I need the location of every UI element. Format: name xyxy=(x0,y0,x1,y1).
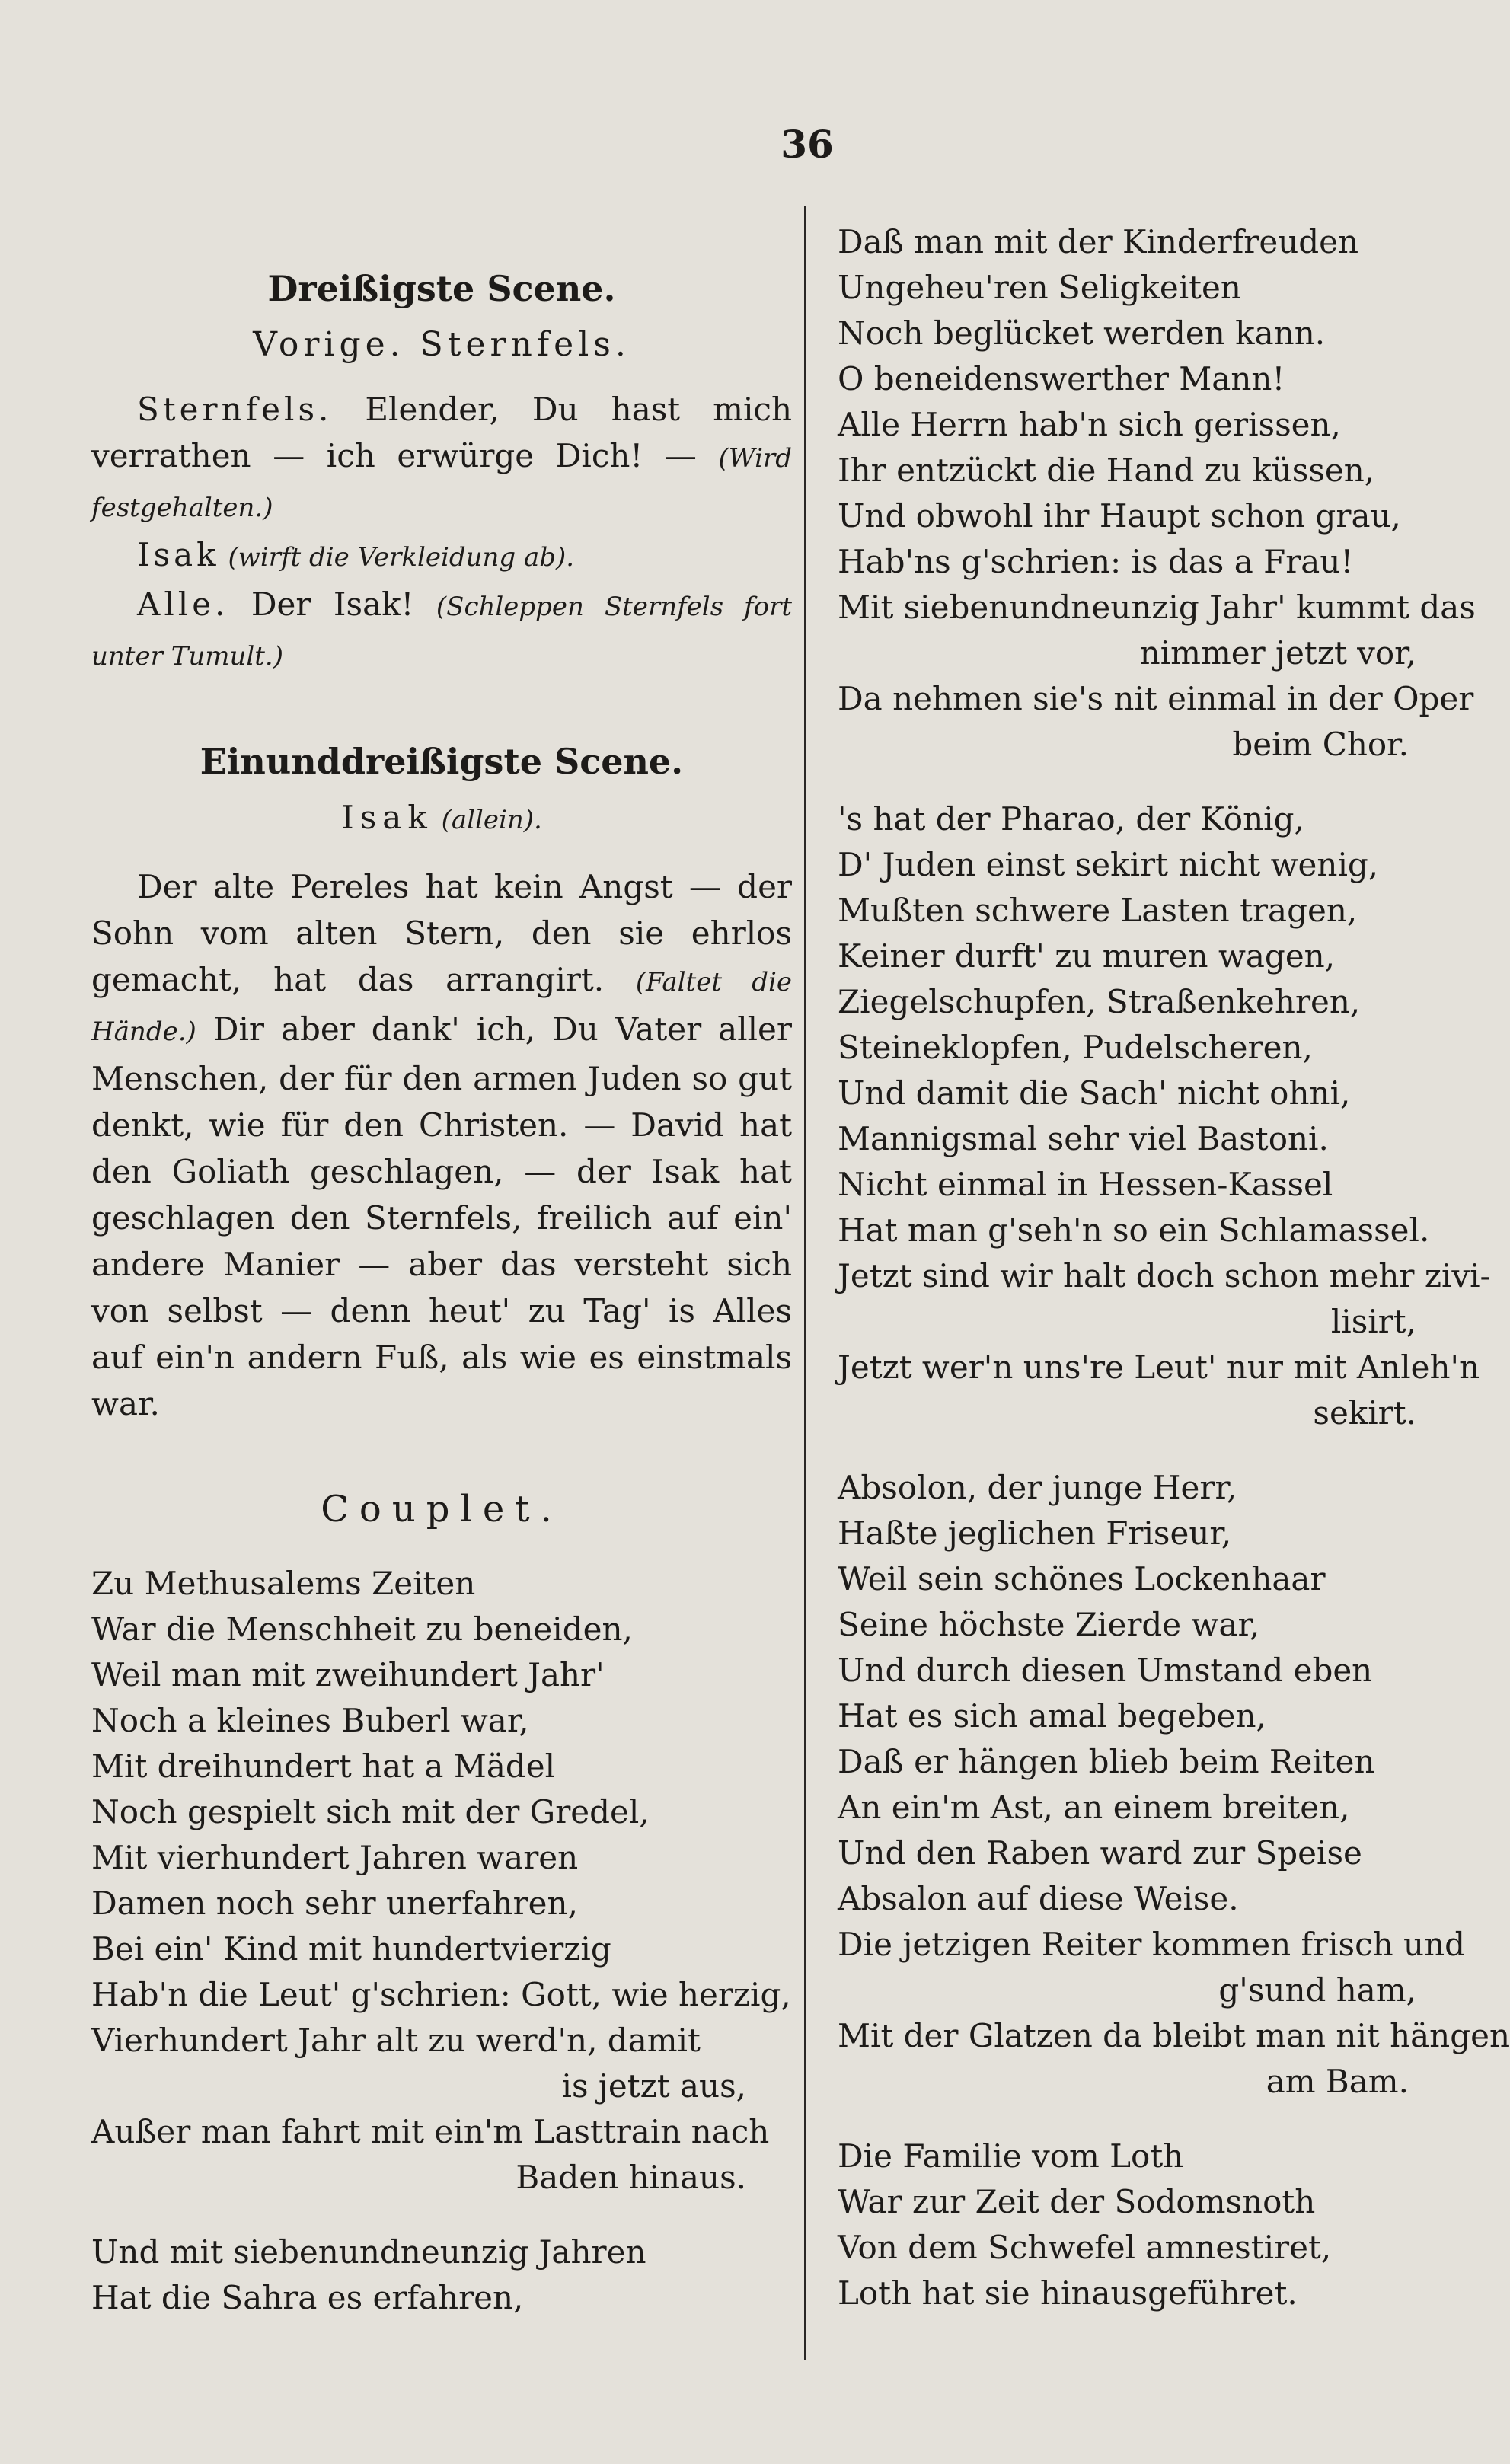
verse-line: Mit siebenundneunzig Jahr' kummt das xyxy=(838,589,1476,626)
speaker-name: Isak xyxy=(137,535,220,573)
verse-line: Ungeheu'ren Seligkeiten xyxy=(838,269,1241,306)
verse-line-continuation: sekirt. xyxy=(1313,1394,1416,1431)
verse-line: Loth hat sie hinausgeführet. xyxy=(838,2274,1298,2312)
verse-line: Mußten schwere Lasten tragen, xyxy=(838,892,1358,929)
speaker-name: Alle. xyxy=(137,585,229,623)
verse-line: Vierhundert Jahr alt zu werd'n, damit xyxy=(91,2021,701,2059)
verse-line-continuation: is jetzt aus, xyxy=(561,2067,746,2105)
verse-line-continuation: beim Chor. xyxy=(1232,726,1409,763)
verse-line: Mit vierhundert Jahren waren xyxy=(91,1838,579,1876)
verse-line: Noch a kleines Buberl war, xyxy=(91,1701,529,1739)
verse-line: Und den Raben ward zur Speise xyxy=(838,1834,1362,1872)
verse-line: Hat die Sahra es erfahren, xyxy=(91,2278,524,2316)
verse-line: Jetzt wer'n uns're Leut' nur mit Anleh'n xyxy=(838,1348,1480,1386)
verse-line: Weil sein schönes Lockenhaar xyxy=(838,1560,1326,1597)
verse-line: Bei ein' Kind mit hundertvierzig xyxy=(91,1929,611,1968)
verse-line: Keiner durft' zu muren wagen, xyxy=(838,937,1336,975)
verse-block-right-3 xyxy=(838,1465,1510,2105)
verse-line: Und damit die Sach' nicht ohni, xyxy=(838,1074,1351,1112)
verse-line: Und durch diesen Umstand eben xyxy=(838,1652,1373,1689)
verse-line: Hab'n die Leut' g'schrien: Gott, wie herzig, xyxy=(91,1975,791,2013)
verse-line: Noch gespielt sich mit der Gredel, xyxy=(91,1792,650,1830)
scene-30-persons: Vorige. Sternfels. xyxy=(253,324,630,364)
verse-block-right-4 xyxy=(838,2134,1500,2316)
verse-line: Hab'ns g'schrien: is das a Frau! xyxy=(838,543,1354,580)
verse-line: Jetzt sind wir halt doch schon mehr zivi- xyxy=(838,1257,1491,1294)
verse-line: Haßte jeglichen Friseur, xyxy=(838,1514,1232,1552)
verse-line: Daß man mit der Kinderfreuden xyxy=(838,223,1359,260)
verse-line: Nicht einmal in Hessen-Kassel xyxy=(838,1166,1333,1203)
verse-line: Die jetzigen Reiter kommen frisch und xyxy=(838,1926,1466,1963)
verse-block-right-1 xyxy=(838,219,1500,768)
verse-line: Mit dreihundert hat a Mädel xyxy=(91,1747,556,1785)
monologue-isak xyxy=(91,863,792,1427)
verse-line: Weil man mit zweihundert Jahr' xyxy=(91,1655,605,1693)
verse-line: War zur Zeit der Sodomsnoth xyxy=(838,2183,1316,2220)
dialog-text: Elender, Du hast mich verrathen — ich erwürge Dich! — xyxy=(91,390,792,474)
verse-line: Von dem Schwefel amnestiret, xyxy=(838,2229,1332,2266)
dialog-sternfels xyxy=(91,386,792,531)
dialog-text: Der Isak! xyxy=(228,585,436,623)
scene-30-heading: Dreißigste Scene. xyxy=(267,268,616,309)
stage-direction: (Faltet die Hände.) xyxy=(91,966,792,1047)
verse-line: 's hat der Pharao, der König, xyxy=(838,800,1304,838)
verse-line: Die Familie vom Loth xyxy=(838,2137,1184,2175)
column-divider xyxy=(804,206,806,2360)
left-column xyxy=(91,213,792,2350)
verse-line: Steineklopfen, Pudelscheren, xyxy=(838,1029,1313,1066)
verse-line: Ziegelschupfen, Straßenkehren, xyxy=(838,983,1361,1020)
right-column xyxy=(838,219,1510,2345)
verse-line: Seine höchste Zierde war, xyxy=(838,1606,1260,1643)
verse-line-continuation: nimmer jetzt vor, xyxy=(1139,634,1416,672)
verse-line: An ein'm Ast, an einem breiten, xyxy=(838,1789,1350,1826)
stage-direction: (Schleppen Sternfels fort unter Tumult.) xyxy=(91,591,792,672)
dialog-isak xyxy=(91,531,792,581)
verse-line: Da nehmen sie's nit einmal in der Oper xyxy=(838,680,1474,717)
verse-line: Und mit siebenundneunzig Jahren xyxy=(91,2233,646,2271)
stage-direction: (wirft die Verkleidung ab). xyxy=(219,541,575,573)
verse-line: Alle Herrn hab'n sich gerissen, xyxy=(838,406,1341,443)
scene-31-persons xyxy=(91,796,792,841)
verse-line: Absolon, der junge Herr, xyxy=(838,1469,1237,1506)
verse-line-continuation: lisirt, xyxy=(1330,1303,1416,1340)
dialog-text: Der alte Pereles hat kein Angst — der Sohn vom alten Stern, den sie ehrlos gemacht, hat das arrangirt. xyxy=(91,867,792,998)
dialog-text: Dir aber dank' ich, Du Vater aller Menschen, der für den armen Juden so gut denkt, wie für den Christen. — David hat den Goliath geschlagen, — der Isak hat geschlagen den Sternfels, freilich auf ein' andere Manier — aber das versteht sich von selbst — denn heut' zu Tag' is Alles auf ein'n andern Fuß, als wie es einstmals war. xyxy=(91,1010,792,1422)
verse-block-left-2 xyxy=(91,2229,792,2321)
speaker-name: Sternfels. xyxy=(137,390,333,428)
verse-line-continuation: am Bam. xyxy=(1266,2063,1409,2100)
dialog-alle xyxy=(91,581,792,680)
verse-line: Und obwohl ihr Haupt schon grau, xyxy=(838,497,1401,535)
verse-line: Außer man fahrt mit ein'm Lasttrain nach xyxy=(91,2112,770,2150)
verse-line: Zu Methusalems Zeiten xyxy=(91,1564,476,1602)
stage-direction: (allein). xyxy=(433,804,542,835)
verse-line-continuation: Baden hinaus. xyxy=(516,2158,746,2196)
scene-31-heading: Einunddreißigste Scene. xyxy=(200,740,684,782)
verse-line: War die Menschheit zu beneiden, xyxy=(91,1610,633,1648)
verse-line: O beneidenswerther Mann! xyxy=(838,360,1285,397)
verse-block-left-1 xyxy=(91,1561,792,2201)
verse-line: Absalon auf diese Weise. xyxy=(838,1880,1239,1917)
verse-line: Mit der Glatzen da bleibt man nit hängen xyxy=(838,2017,1510,2054)
verse-block-right-2 xyxy=(838,796,1500,1436)
verse-line: Hat es sich amal begeben, xyxy=(838,1697,1266,1735)
verse-line: Daß er hängen blieb beim Reiten xyxy=(838,1743,1375,1780)
page-number: 36 xyxy=(781,122,834,167)
verse-line: Damen noch sehr unerfahren, xyxy=(91,1884,578,1922)
verse-line: Mannigsmal sehr viel Bastoni. xyxy=(838,1120,1329,1157)
stage-direction: (Wird festgehalten.) xyxy=(91,442,792,523)
couplet-title: Couplet. xyxy=(321,1487,563,1530)
verse-line: Noch beglücket werden kann. xyxy=(838,314,1326,352)
speaker-name: Isak xyxy=(341,798,433,836)
verse-line: Ihr entzückt die Hand zu küssen, xyxy=(838,452,1375,489)
verse-line-continuation: g'sund ham, xyxy=(1218,1971,1416,2009)
verse-line: Hat man g'seh'n so ein Schlamassel. xyxy=(838,1211,1430,1249)
verse-line: D' Juden einst sekirt nicht wenig, xyxy=(838,846,1379,883)
